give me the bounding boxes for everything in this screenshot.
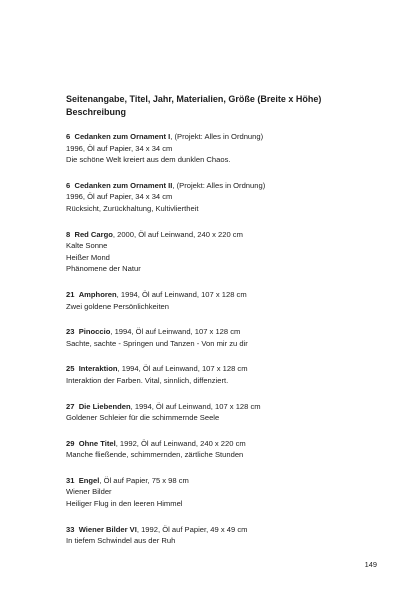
catalog-entry: [66, 289, 366, 312]
entry-number: 27: [66, 401, 75, 411]
entry-details: , 2000, Öl auf Leinwand, 240 x 220 cm: [112, 229, 243, 239]
entry-title: Pinoccio: [78, 327, 111, 337]
entry-title: Cedanken zum Ornament II: [74, 180, 173, 190]
entry-title: Ohne Titel: [78, 438, 116, 448]
entry-line: Manche fließende, schimmernden, zärtliche Stunden: [66, 450, 244, 460]
entry-title: Red Cargo: [74, 229, 113, 239]
entry-title: Wiener Bilder VI: [78, 524, 137, 534]
entry-details: , Öl auf Papier, 75 x 98 cm: [99, 475, 189, 485]
entry-line: Heiliger Flug in den leeren Himmel: [66, 499, 183, 509]
catalog-entry: [66, 438, 366, 461]
catalog-list: [66, 93, 366, 561]
entry-line: Wiener Bilder: [66, 487, 112, 497]
entry-title: Die Liebenden: [78, 401, 131, 411]
entry-number: 25: [66, 364, 75, 374]
entry-title-line: [66, 363, 366, 375]
entry-details: , 1994, Öl auf Leinwand, 107 x 128 cm: [116, 289, 247, 299]
page-number: 149: [364, 560, 377, 569]
entry-number: 6: [66, 132, 71, 141]
entry-line: Zwei goldene Persönlichkeiten: [66, 301, 169, 311]
entry-details: , 1992, Öl auf Papier, 49 x 49 cm: [136, 524, 248, 534]
entry-details: , 1992, Öl auf Leinwand, 240 x 220 cm: [115, 438, 246, 448]
entry-number: 21: [66, 289, 75, 299]
entry-title-line: [66, 229, 366, 241]
entry-line: Rücksicht, Zurückhaltung, Kultivliertheit: [66, 203, 199, 213]
list-heading: Seitenangabe, Titel, Jahr, Materialien, Größe (Breite x Höhe) Beschreibung: [66, 94, 322, 117]
entry-line: Sachte, sachte - Springen und Tanzen - Von mir zu dir: [66, 338, 248, 348]
catalog-entry: [66, 131, 366, 166]
entry-details: , 1994, Öl auf Leinwand, 107 x 128 cm: [130, 401, 261, 411]
entry-line: Goldener Schleier für die schimmernde Seele: [66, 413, 220, 423]
entry-line: 1996, Öl auf Papier, 34 x 34 cm: [66, 192, 173, 202]
catalog-entry: [66, 475, 366, 510]
catalog-entry: [66, 229, 366, 275]
entry-number: 23: [66, 327, 75, 337]
catalog-entry: [66, 524, 366, 547]
catalog-entry: [66, 363, 366, 386]
entry-title-line: [66, 524, 366, 536]
entry-number: 33: [66, 524, 75, 534]
entry-line: Kalte Sonne: [66, 241, 108, 251]
entry-line: Heißer Mond: [66, 252, 110, 262]
entry-number: 29: [66, 438, 75, 448]
entry-line: Phänomene der Natur: [66, 264, 141, 274]
entry-title-line: [66, 180, 366, 192]
catalog-entry: [66, 401, 366, 424]
entry-line: Die schöne Welt kreiert aus dem dunklen Chaos.: [66, 155, 231, 165]
entry-title-line: [66, 326, 366, 338]
entry-title-line: [66, 289, 366, 301]
entry-number: 6: [66, 180, 71, 190]
entry-title-line: [66, 438, 366, 450]
catalog-entry: [66, 326, 366, 349]
entry-title-line: [66, 475, 366, 487]
entry-title-line: [66, 401, 366, 413]
entry-title-line: [66, 131, 366, 143]
entry-details: , 1994, Öl auf Leinwand, 107 x 128 cm: [117, 364, 248, 374]
entry-title: Interaktion: [78, 364, 118, 374]
entry-line: In tiefem Schwindel aus der Ruh: [66, 536, 176, 546]
entry-details: , (Projekt: Alles in Ordnung): [170, 132, 264, 141]
entry-details: , (Projekt: Alles in Ordnung): [172, 180, 266, 190]
entry-title: Engel: [78, 475, 100, 485]
entry-title: Cedanken zum Ornament I: [74, 132, 171, 141]
entry-number: 8: [66, 229, 71, 239]
entry-number: 31: [66, 475, 75, 485]
entry-details: , 1994, Öl auf Leinwand, 107 x 128 cm: [110, 327, 241, 337]
entry-line: 1996, Öl auf Papier, 34 x 34 cm: [66, 143, 173, 153]
entry-line: Interaktion der Farben. Vital, sinnlich, diffenziert.: [66, 375, 229, 385]
catalog-entry: [66, 180, 366, 215]
entry-title: Amphoren: [78, 289, 117, 299]
